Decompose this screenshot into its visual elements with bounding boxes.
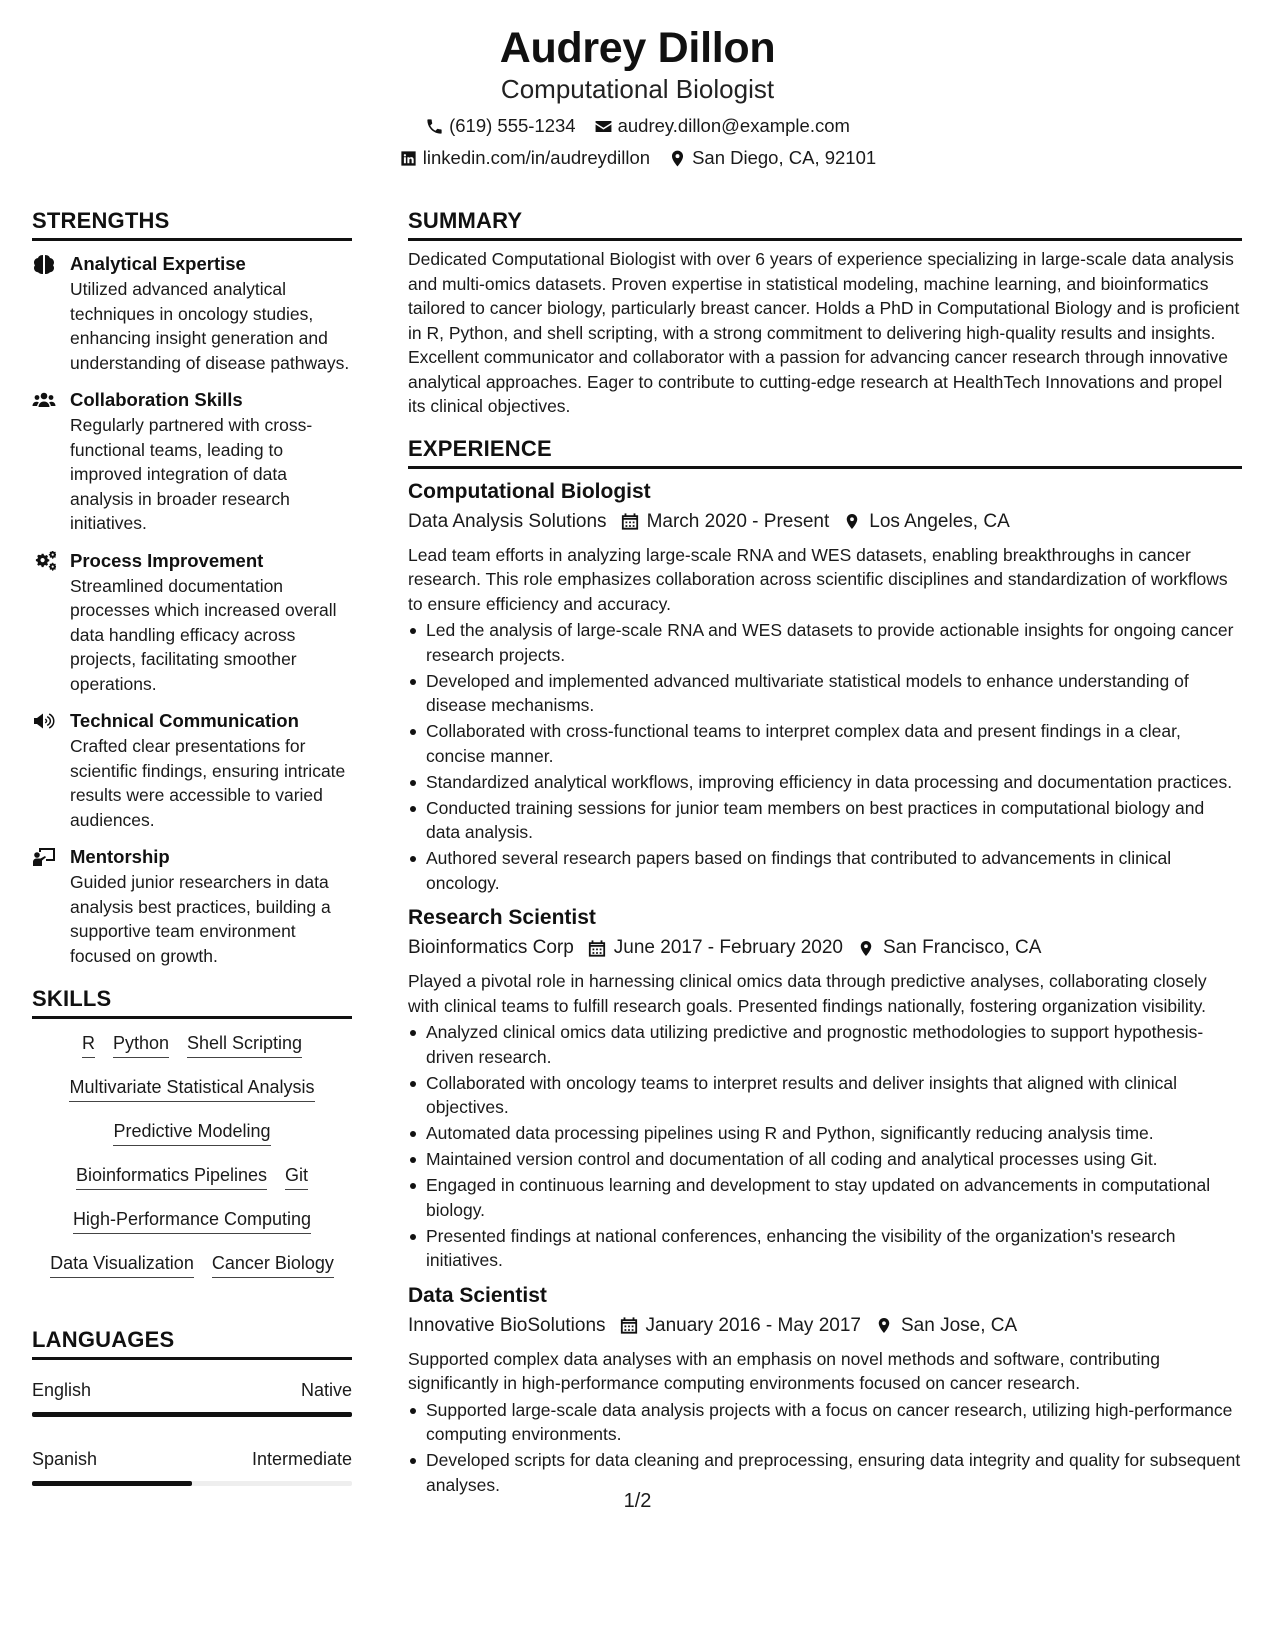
summary-heading: SUMMARY [408,205,1242,241]
job-location [843,508,1009,536]
job-entry [408,477,1242,896]
language-proficiency-fill [32,1481,192,1486]
skill-tag: Cancer Biology [212,1251,334,1278]
language-proficiency-bar [32,1412,352,1417]
phone-contact [425,114,576,138]
language-proficiency-fill [32,1412,352,1417]
job-location-text: San Jose, CA [900,1314,1018,1336]
job-title: Computational Biologist [408,479,651,503]
job-bullet: Automated data processing pipelines using R and Python, significantly reducing analysis time. [408,1121,1242,1146]
job-dates-text: March 2020 - Present [646,510,830,532]
job-location-text: Los Angeles, CA [869,510,1010,532]
skill-row [32,1031,352,1058]
languages-list [32,1378,352,1486]
language-name: Spanish [32,1449,98,1469]
language-proficiency-bar [32,1481,352,1486]
job-location [857,934,1041,962]
left-column [32,205,352,1516]
phone-text: (619) 555-1234 [449,115,576,136]
brain-icon [32,254,56,274]
job-bullet: Analyzed clinical omics data utilizing predictive and prognostic methodologies to support hypothesis-driven research. [408,1020,1242,1069]
map-marker-icon [857,939,875,958]
job-title: Research Scientist [408,906,596,929]
skills-heading: SKILLS [32,983,352,1019]
candidate-title: Computational Biologist [500,74,775,104]
skill-row [32,1075,352,1102]
strength-desc: Regularly partnered with cross-functional teams, leading to improved integration of data analysis in broader research initiatives. [70,415,313,533]
skill-tag: High-Performance Computing [73,1207,311,1234]
job-bullet: Presented findings at national conferences, enhancing the visibility of the organization's research initiatives. [408,1224,1242,1273]
job-dates [620,1312,861,1340]
strength-item [32,548,352,697]
job-bullet: Developed and implemented advanced multivariate statistical models to enhance understanding of disease mechanisms. [408,669,1242,718]
strength-item [32,708,352,832]
skill-tag: Data Visualization [50,1251,194,1278]
job-bullet: Authored several research papers based on findings that contributed to advancements in clinical oncology. [408,846,1242,895]
job-bullets [408,618,1242,895]
email-text[interactable]: audrey.dillon@example.com [617,115,850,136]
strength-item [32,251,352,375]
strength-title: Collaboration Skills [70,389,243,410]
job-description: Lead team efforts in analyzing large-scale RNA and WES datasets, enabling breakthroughs in cancer research. This role emphasizes collaboration across scientific disciplines and standardization of workflows to ensure efficiency and accuracy. [408,544,1228,614]
page-number: 1/2 [623,1490,652,1512]
linkedin-icon [399,149,418,168]
job-description: Played a pivotal role in harnessing clinical omics data through predictive analyses, collaborating closely with clinical teams to fulfill research goals. Presented findings nationally, fostering organization visibility. [408,971,1207,1016]
chalkboard-teacher-icon [32,847,56,867]
job-bullet: Conducted training sessions for junior team members on best practices in computational biology and data analysis. [408,796,1242,845]
job-bullet: Developed scripts for data cleaning and preprocessing, ensuring data integrity and quality for subsequent analyses. [408,1448,1242,1497]
language-item [32,1378,352,1417]
strength-title: Analytical Expertise [70,253,246,274]
contact-row-1 [0,114,1275,138]
calendar-icon [620,1316,638,1335]
skill-tag: Git [285,1163,308,1190]
languages-heading: LANGUAGES [32,1324,352,1360]
strength-desc: Streamlined documentation processes which increased overall data handling efficacy across projects, facilitating smoother operations. [70,575,337,694]
calendar-icon [588,939,606,958]
job-company: Innovative BioSolutions [408,1314,606,1336]
job-location [875,1312,1017,1340]
candidate-name: Audrey Dillon [499,24,776,72]
skill-row [32,1207,352,1234]
job-entry [408,1281,1242,1498]
skill-row [32,1119,352,1146]
users-icon [32,390,56,410]
job-bullet: Led the analysis of large-scale RNA and WES datasets to provide actionable insights for ongoing cancer research projects. [408,618,1242,667]
skill-tag: R [82,1031,95,1058]
job-company: Data Analysis Solutions [408,510,607,532]
job-bullets [408,1398,1242,1498]
linkedin-contact[interactable] [399,146,650,170]
strength-title: Technical Communication [70,710,299,731]
job-bullet: Standardized analytical workflows, improving efficiency in data processing and documentation practices. [408,770,1242,795]
calendar-icon [621,512,639,531]
strength-desc: Guided junior researchers in data analysis best practices, building a supportive team environment focused on growth. [70,872,331,966]
envelope-icon [594,117,613,136]
job-title: Data Scientist [408,1283,547,1307]
right-column [408,205,1242,1499]
job-description: Supported complex data analyses with an emphasis on novel methods and software, contributing significantly in high-performance computing environments focused on cancer research. [408,1348,1160,1393]
strength-title: Mentorship [70,846,170,867]
language-level: Native [300,1380,352,1400]
skill-tag: Multivariate Statistical Analysis [69,1075,314,1102]
job-dates [621,508,830,536]
megaphone-icon [32,711,56,731]
job-bullet: Engaged in continuous learning and development to stay updated on advancements in computational biology. [408,1173,1242,1222]
skill-row [32,1163,352,1190]
job-bullets [408,1020,1242,1273]
skill-tag: Bioinformatics Pipelines [76,1163,267,1190]
experience-list [408,477,1242,1498]
location-contact [668,146,876,170]
gears-icon [32,551,56,571]
strength-desc: Crafted clear presentations for scientific findings, ensuring intricate results were accessible to varied audiences. [70,736,346,830]
job-meta [408,934,1242,962]
skill-row [32,1251,352,1278]
language-name: English [32,1380,92,1400]
language-level: Intermediate [251,1449,352,1469]
map-marker-icon [875,1316,893,1335]
job-company: Bioinformatics Corp [408,937,574,958]
experience-heading: EXPERIENCE [408,433,1242,469]
map-marker-icon [843,512,861,531]
job-bullet: Supported large-scale data analysis projects with a focus on cancer research, utilizing high-performance computing environments. [408,1398,1242,1447]
email-contact[interactable] [594,114,850,138]
job-dates [588,934,843,962]
language-item [32,1447,352,1486]
job-bullet: Maintained version control and documentation of all coding and analytical processes using Git. [408,1147,1242,1172]
strength-desc: Utilized advanced analytical techniques in oncology studies, enhancing insight generation and understanding of disease pathways. [70,279,350,373]
map-marker-icon [668,149,687,168]
job-meta [408,508,1242,536]
skill-tag: Shell Scripting [187,1031,302,1058]
summary-text: Dedicated Computational Biologist with over 6 years of experience specializing in large-scale data analysis and multi-omics datasets. Proven expertise in statistical modeling, machine learning, and bioinformatics tailored to cancer biology, particularly breast cancer. Holds a PhD in Computational Biology and is proficient in R, Python, and shell scripting, with a strong commitment to delivering high-quality results and insights. Excellent communicator and collaborator with a passion for advancing cancer research through innovative analytical approaches. Eager to contribute to cutting-edge research at HealthTech Innovations and propel its clinical objectives. [408,249,1240,416]
skill-tag: Predictive Modeling [113,1119,270,1146]
strength-item [32,387,352,536]
phone-icon [425,117,444,136]
job-location-text: San Francisco, CA [883,937,1042,958]
strength-title: Process Improvement [70,549,264,571]
contact-row-2 [0,146,1275,170]
resume-header [0,22,1275,170]
job-meta [408,1312,1242,1340]
job-entry [408,903,1242,1273]
job-dates-text: June 2017 - February 2020 [613,937,843,958]
linkedin-text[interactable]: linkedin.com/in/audreydillon [422,147,651,168]
job-dates-text: January 2016 - May 2017 [645,1314,861,1336]
skill-tag: Python [113,1031,169,1058]
skills-list [32,1031,352,1278]
job-bullet: Collaborated with cross-functional teams to interpret complex data and present findings in a clear, concise manner. [408,719,1242,768]
job-bullet: Collaborated with oncology teams to interpret results and deliver insights that aligned with clinical objectives. [408,1071,1242,1120]
strengths-list [32,251,352,968]
strengths-heading: STRENGTHS [32,205,352,241]
strength-item [32,844,352,968]
location-text: San Diego, CA, 92101 [692,147,877,168]
